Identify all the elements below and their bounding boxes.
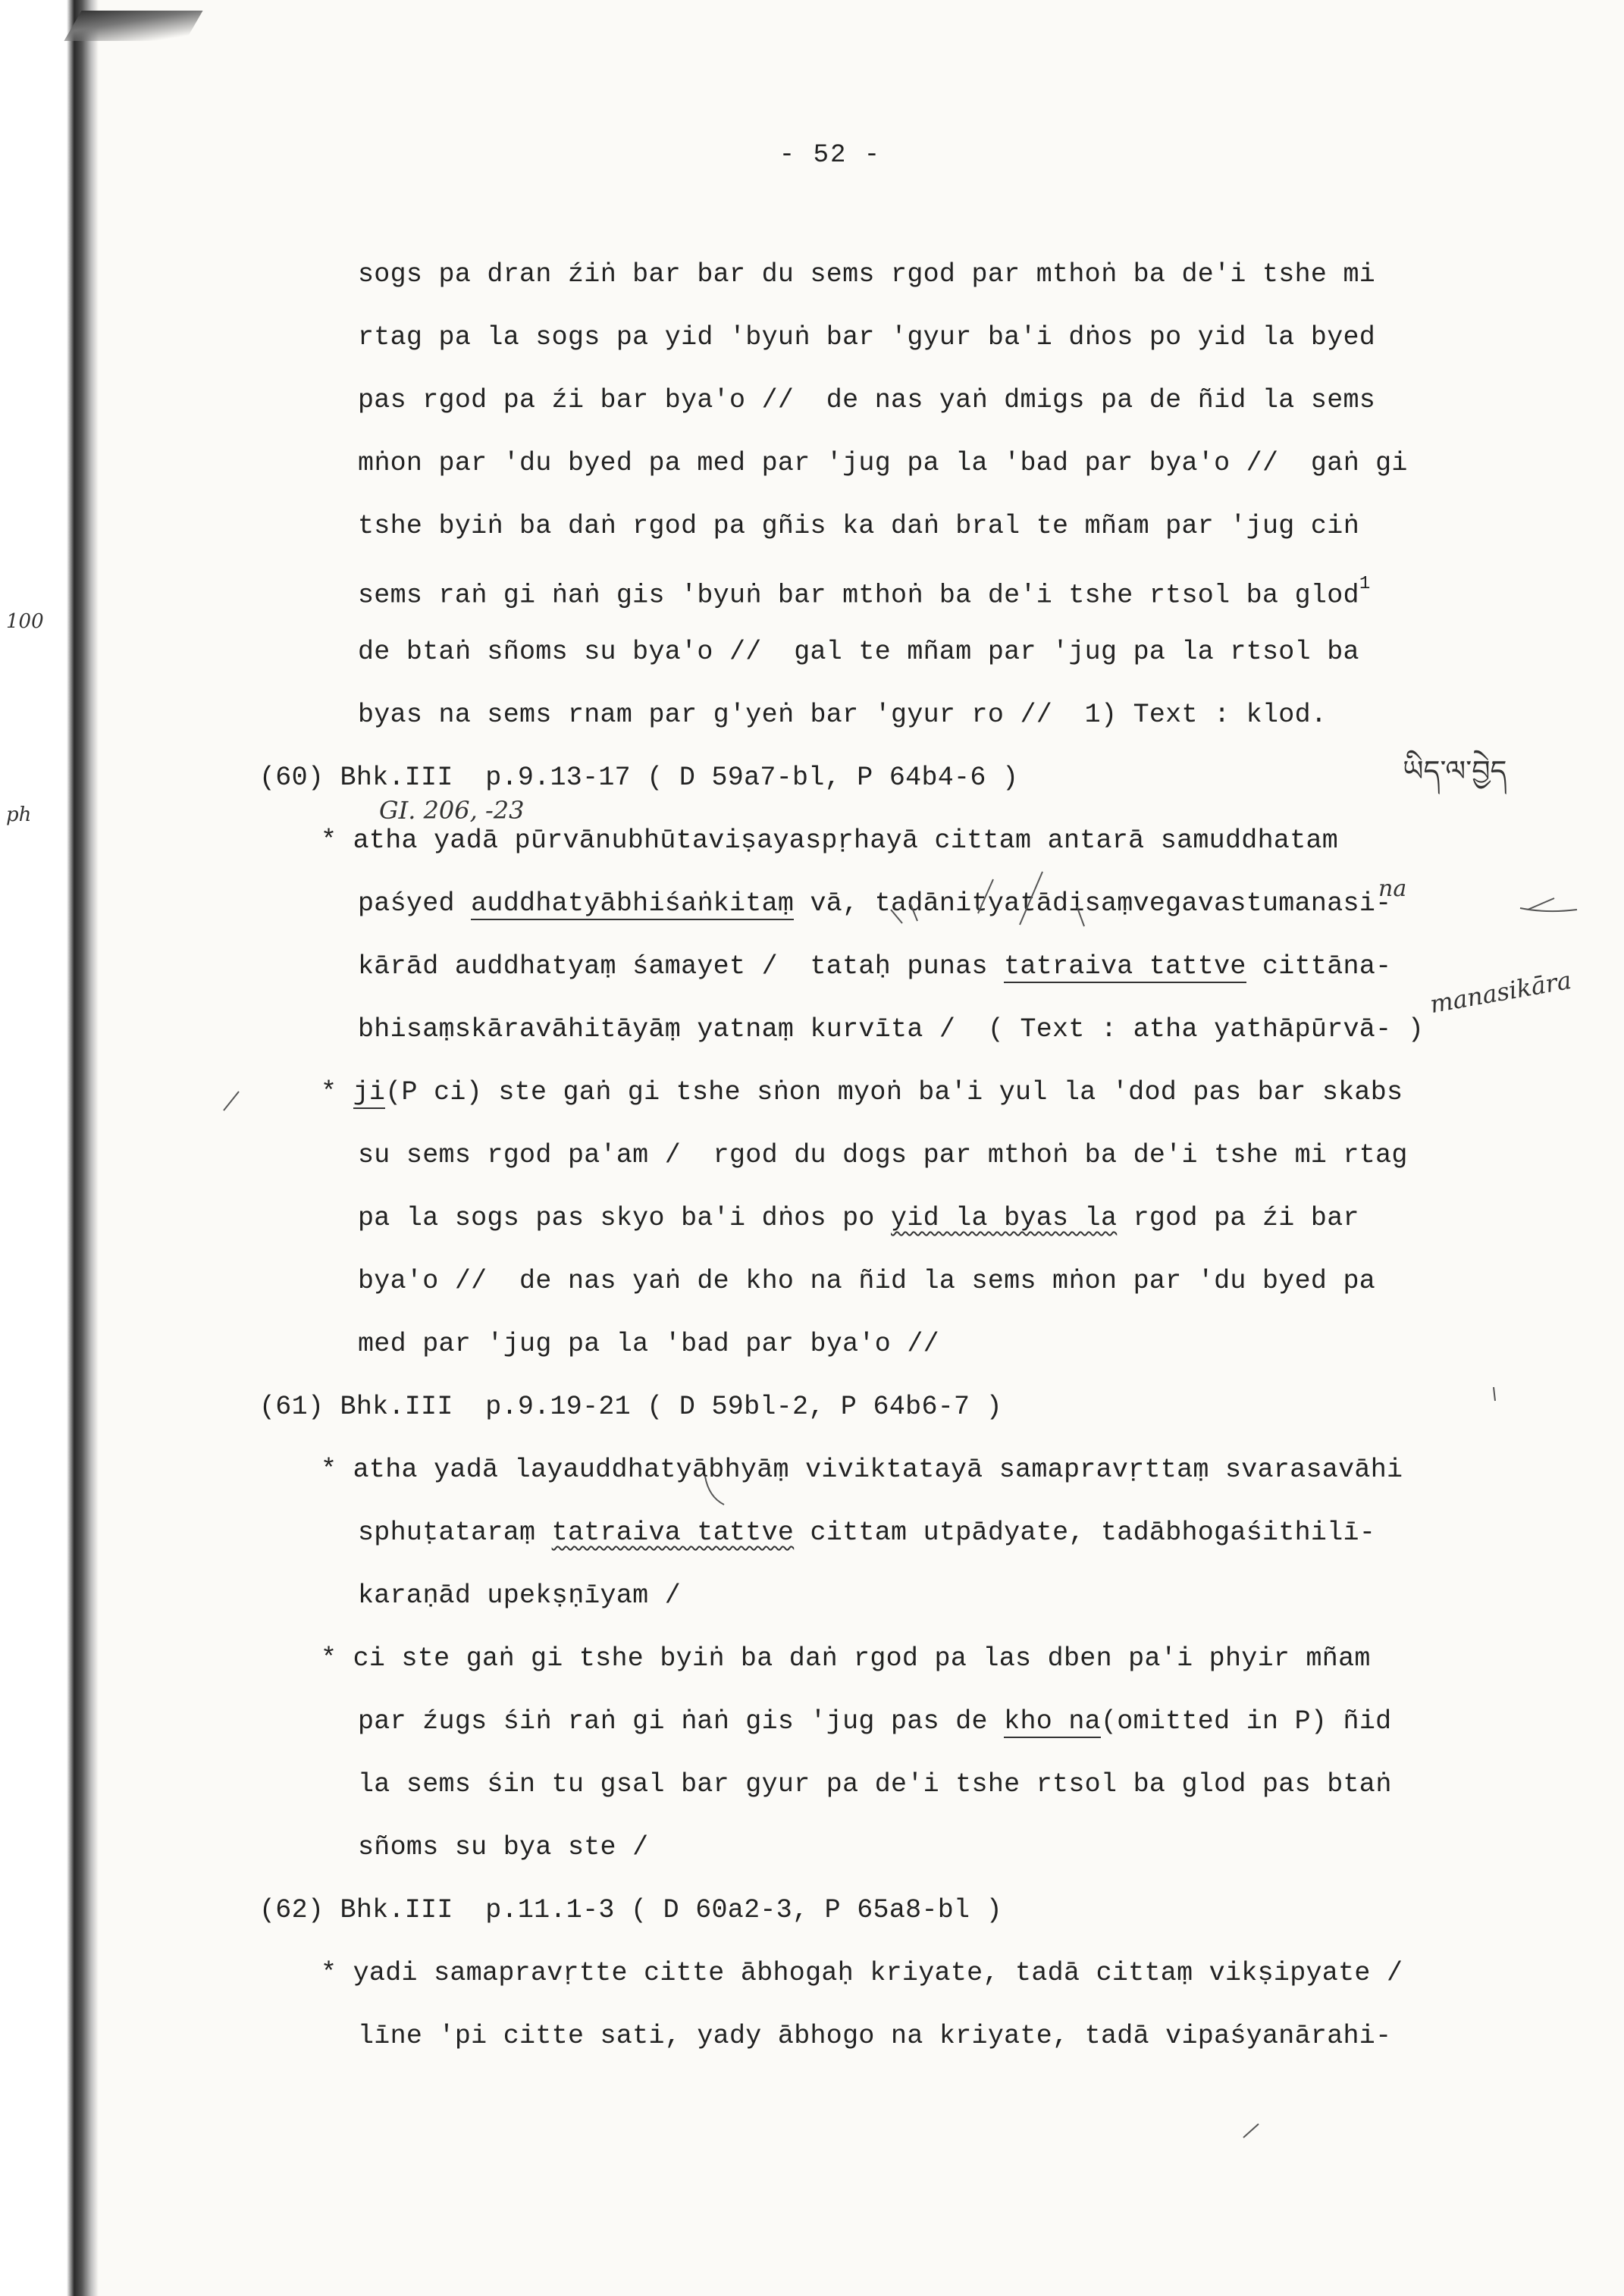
margin-stroke [224,1092,239,1110]
text-line: tshe byiṅ ba daṅ rgod pa gñis ka daṅ bral te mñam par 'jug ciṅ [358,511,1359,541]
insertion-mark [891,910,902,923]
tibetan-line: su sems rgod pa'am / rgod du dogs par mthoṅ ba de'i tshe mi rtag [358,1140,1408,1170]
underlined-segment: auddhatyābhiśaṅkitaṃ [471,888,795,919]
margin-stroke [1243,2124,1259,2138]
underlined-segment: kho na [1004,1706,1101,1737]
text-line: byas na sems rnam par g'yeṅ bar 'gyur ro // 1) Text : klod. [358,700,1328,730]
sanskrit-line: līne 'pi citte sati, yady ābhogo na kriyate, tadā vipaśyanārahi- [358,2021,1392,2051]
margin-dash [1528,898,1554,910]
section-heading-60: (60) Bhk.III p.9.13-17 ( D 59a7-bl, P 64b4-6 ) [259,763,1019,793]
text-line: sogs pa dran źiṅ bar bar du sems rgod par mthoṅ ba de'i tshe mi [358,259,1376,290]
tibetan-line: med par 'jug pa la 'bad par bya'o // [358,1329,939,1359]
text-line: rtag pa la sogs pa yid 'byuṅ bar 'gyur ba'i dṅos po yid la byed [358,322,1376,352]
section-heading-61: (61) Bhk.III p.9.19-21 ( D 59bl-2, P 64b6-7 ) [259,1392,1002,1422]
tibetan-line: la sems śin tu gsal bar gyur pa de'i tshe rtsol ba glod pas btaṅ [358,1769,1392,1800]
handwritten-margin-note: ph [6,803,32,826]
text-segment: cittam utpādyate, tadābhogaśithilī- [794,1518,1376,1548]
wavy-underlined-segment: yid la byas la [891,1203,1118,1233]
text-segment: pa la sogs pas skyo ba'i dṅos po [358,1203,892,1233]
text-line: mṅon par 'du byed pa med par 'jug pa la 'bad par bya'o // gaṅ gi [358,448,1408,478]
text-line: pas rgod pa źi bar bya'o // de nas yaṅ dmigs pa de ñid la sems [358,385,1376,415]
section-heading-62: (62) Bhk.III p.11.1-3 ( D 60a2-3, P 65a8-bl ) [259,1895,1002,1925]
text-segment: * [321,1077,353,1107]
sanskrit-line: bhisaṃskāravāhitāyāṃ yatnaṃ kurvīta / ( Text : atha yathāpūrvā- ) [358,1014,1425,1045]
text-segment: kārād auddhatyaṃ śamayet / tataḥ punas [358,951,1005,982]
underlined-segment: ji [353,1077,386,1107]
text-segment: (P ci) ste gaṅ gi tshe sṅon myoṅ ba'i yul la 'dod pas bar skabs [385,1077,1403,1107]
text-segment: (omitted in P) ñid [1100,1706,1392,1737]
handwritten-note: manasikāra [1428,965,1574,1020]
text-segment: sphuṭataraṃ [358,1518,552,1548]
underlined-segment: tatraiva tattve [1004,951,1246,982]
text-segment: vā, tadānityatādisaṃvegavastumanasi- [794,888,1392,919]
sanskrit-line: * atha yadā layauddhatyābhyāṃ viviktatayā samapravṛttaṃ svarasavāhi [321,1455,1403,1485]
insertion-mark [1020,872,1042,925]
text-segment: cittāna- [1246,951,1392,982]
footnote-marker: 1 [1359,574,1371,594]
sanskrit-line: * yadi samapravṛtte citte ābhogaḥ kriyate, tadā cittaṃ vikṣipyate / [321,1958,1403,1988]
text-segment: par źugs śiṅ raṅ gi ṅaṅ gis 'jug pas de [358,1706,1005,1737]
handwritten-margin-note: 100 [6,610,44,633]
insertion-mark [978,879,993,913]
correction-arrow [705,1477,724,1505]
text-line: de btaṅ sñoms su bya'o // gal te mñam par 'jug pa la rtsol ba [358,637,1359,667]
sanskrit-line: karaṇād upekṣṇīyam / [358,1580,682,1611]
text-segment: paśyed [358,888,472,919]
handwritten-note: ཡིད་ལ་བྱེད [1403,754,1507,788]
handwritten-note: na [1378,875,1407,902]
insertion-mark [910,902,917,921]
tibetan-line: bya'o // de nas yaṅ de kho na ñid la sems mṅon par 'du byed pa [358,1266,1376,1296]
handwritten-reference: GI. 206, -23 [379,796,525,825]
insertion-mark [1077,906,1084,926]
margin-tick [1494,1387,1495,1401]
tibetan-line: sñoms su bya ste / [358,1832,649,1862]
sanskrit-line: * atha yadā pūrvānubhūtaviṣayaspṛhayā cittam antarā samuddhatam [321,825,1339,856]
text-segment: rgod pa źi bar [1117,1203,1359,1233]
page-number: - 52 - [779,141,882,170]
tibetan-line: * ci ste gaṅ gi tshe byiṅ ba daṅ rgod pa las dben pa'i phyir mñam [321,1643,1371,1674]
text-segment: sems raṅ gi ṅaṅ gis 'byuṅ bar mthoṅ ba de'i tshe rtsol ba glod [358,580,1359,611]
wavy-underlined-segment: tatraiva tattve [551,1518,795,1548]
